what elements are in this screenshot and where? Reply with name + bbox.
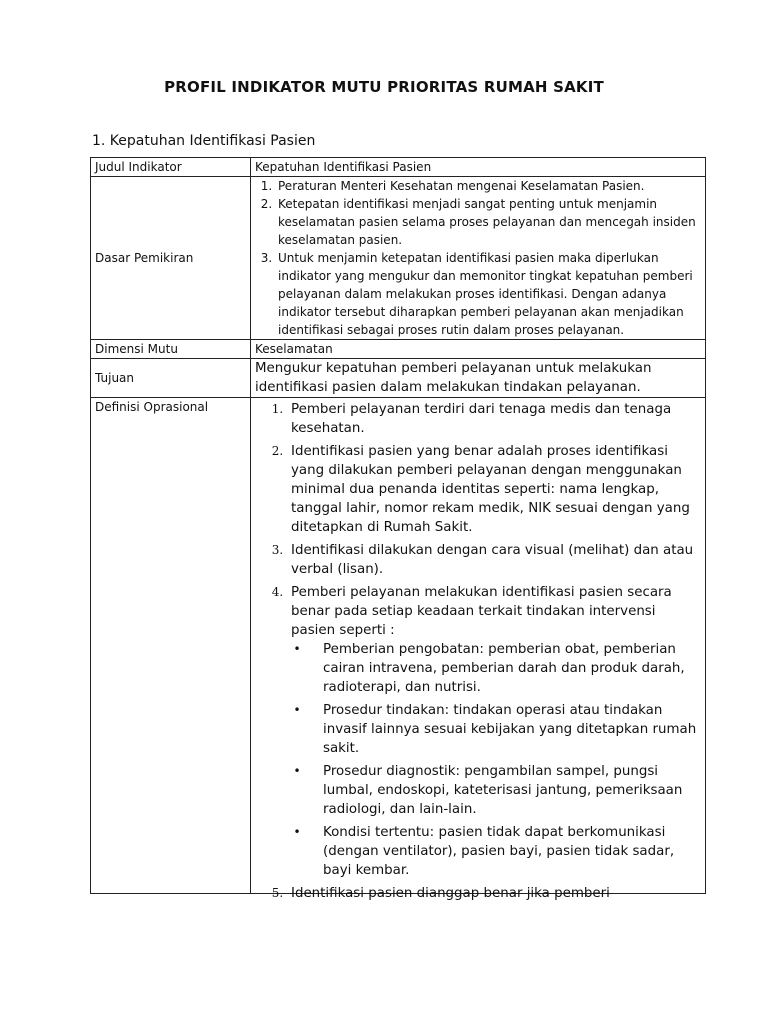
table-row <box>91 158 706 177</box>
sub-list-item: • Prosedur diagnostik: pengambilan sampel, pungsi lumbal, endoskopi, kateterisasi jantung, pemeriksaan radiologi, dan lain-lain. <box>323 762 701 819</box>
row-value-definisi <box>251 398 706 901</box>
list-item-text: Pemberi pelayanan melakukan identifikasi pasien secara benar pada setiap keadaan terkait tindakan intervensi pasien seperti : <box>291 585 672 638</box>
table-row <box>91 398 706 894</box>
row-value-dimensi: Keselamatan <box>251 340 706 359</box>
sub-list-item: • Prosedur tindakan: tindakan operasi atau tindakan invasif lainnya sesuai kebijakan yang ditetapkan rumah sakit. <box>323 701 701 758</box>
document-title: PROFIL INDIKATOR MUTU PRIORITAS RUMAH SAKIT <box>164 78 604 96</box>
list-item: 3. Untuk menjamin ketepatan identifikasi pasien maka diperlukan indikator yang mengukur dan memonitor tingkat kepatuhan pemberi pelayanan dalam melakukan proses identifikasi. Dengan adanya indikator tersebut diharapkan pemberi pelayanan akan menjadikan identifikasi sebagai proses rutin dalam proses pelayanan. <box>276 249 701 339</box>
row-label-tujuan: Tujuan <box>91 359 251 398</box>
indicator-profile-table <box>90 157 706 901</box>
list-item <box>287 583 701 880</box>
list-item: 3. Identifikasi dilakukan dengan cara visual (melihat) dan atau verbal (lisan). <box>287 541 701 579</box>
row-label-judul: Judul Indikator <box>91 158 251 177</box>
list-item: 1. Pemberi pelayanan terdiri dari tenaga medis dan tenaga kesehatan. <box>287 400 701 438</box>
table-row <box>91 177 706 340</box>
row-value-tujuan: Mengukur kepatuhan pemberi pelayanan untuk melakukan identifikasi pasien dalam melakukan tindakan pelayanan. <box>251 359 706 398</box>
dasar-list <box>255 177 701 339</box>
sub-list-item: • Pemberian pengobatan: pemberian obat, pemberian cairan intravena, pemberian darah dan produk darah, radioterapi, dan nutrisi. <box>323 640 701 697</box>
row-label-dimensi: Dimensi Mutu <box>91 340 251 359</box>
sub-list <box>291 640 701 880</box>
list-item: 2. Identifikasi pasien yang benar adalah proses identifikasi yang dilakukan pemberi pelayanan dengan menggunakan minimal dua penanda identitas seperti: nama lengkap, tanggal lahir, nomor rekam medik, NIK sesuai dengan yang ditetapkan di Rumah Sakit. <box>287 442 701 537</box>
list-item: 1. Peraturan Menteri Kesehatan mengenai Keselamatan Pasien. <box>276 177 701 195</box>
section-heading: 1. Kepatuhan Identifikasi Pasien <box>92 133 316 149</box>
row-label-dasar: Dasar Pemikiran <box>91 177 251 340</box>
list-item: 2. Ketepatan identifikasi menjadi sangat penting untuk menjamin keselamatan pasien selama proses pelayanan dan mencegah insiden keselamatan pasien. <box>276 195 701 249</box>
row-value-dasar <box>251 177 706 340</box>
definisi-content <box>255 398 701 901</box>
list-item: 5. Identifikasi pasien dianggap benar jika pemberi <box>287 884 701 903</box>
table-row <box>91 340 706 359</box>
sub-list-item: • Kondisi tertentu: pasien tidak dapat berkomunikasi (dengan ventilator), pasien bayi, pasien tidak sadar, bayi kembar. <box>323 823 701 880</box>
row-value-judul: Kepatuhan Identifikasi Pasien <box>251 158 706 177</box>
definisi-list <box>255 400 701 903</box>
row-label-definisi: Definisi Oprasional <box>91 398 251 894</box>
table-row <box>91 359 706 398</box>
